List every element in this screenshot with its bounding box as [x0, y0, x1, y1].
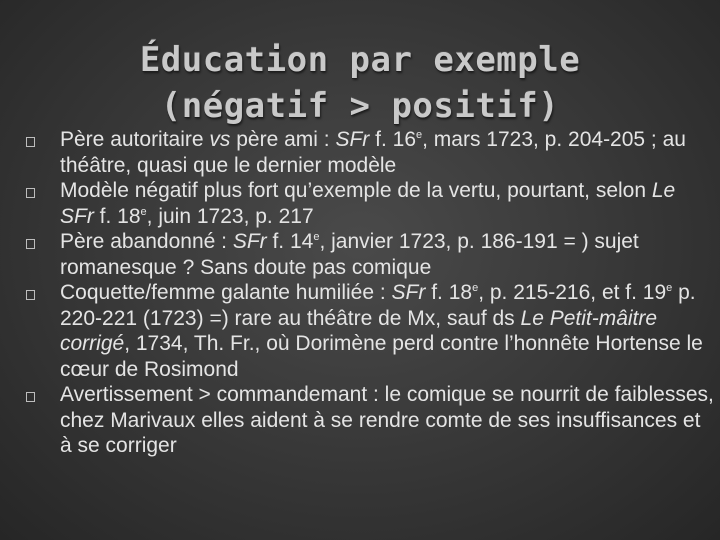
square-bullet-icon — [26, 239, 35, 249]
italic-text: SFr — [335, 128, 370, 151]
text-segment: père ami : — [230, 128, 336, 151]
bullet-item — [24, 127, 714, 178]
slide-title — [0, 37, 720, 129]
bullet-text — [60, 382, 714, 459]
text-segment: f. 16 — [369, 128, 416, 151]
slide-title-line-1: Éducation par exemple — [139, 39, 581, 80]
italic-text: Le SFr — [60, 179, 676, 228]
superscript-text: e — [416, 129, 423, 141]
bullet-item — [24, 382, 714, 459]
italic-text: vs — [209, 128, 231, 151]
text-segment: f. 18 — [425, 281, 473, 304]
text-segment: f. 18 — [93, 204, 141, 228]
text-segment: Modèle négatif plus fort qu’exemple de la vertu, pourtant, selon — [60, 179, 652, 202]
italic-text: SFr — [391, 281, 426, 304]
text-segment: p. 220-221 (1723) =) rare au théâtre de Mx, sauf ds — [60, 281, 696, 330]
bullet-text — [60, 127, 714, 178]
superscript-text: e — [140, 205, 147, 218]
slide-title-line-2: (négatif > positif) — [160, 85, 560, 126]
bullet-list — [24, 127, 714, 459]
square-bullet-icon — [26, 137, 35, 147]
italic-text: Le Petit-mâitre corrigé — [60, 306, 658, 355]
square-bullet-icon — [26, 392, 35, 402]
square-bullet-icon — [26, 188, 35, 198]
italic-text: SFr — [232, 230, 267, 253]
bullet-item — [24, 280, 714, 382]
text-segment: , mars 1723, p. 204-205 ; au théâtre, quasi que le dernier modèle — [60, 128, 686, 177]
superscript-text: e — [313, 231, 320, 243]
superscript-text: e — [472, 282, 479, 294]
text-segment: f. 14 — [266, 230, 314, 253]
text-segment: , p. 215-216, et f. 19 — [478, 281, 667, 304]
text-segment: Père abandonné : — [60, 230, 233, 253]
text-segment: Avertissement > commandemant : le comique se nourrit de faiblesses, chez Marivaux elles aident à se rendre comte de ses insuffisances et à se corriger — [60, 383, 714, 457]
text-segment: , juin 1723, p. 217 — [146, 204, 314, 228]
superscript-text: e — [666, 282, 673, 294]
text-segment: , janvier 1723, p. 186-191 = ) sujet romanesque ? Sans doute pas comique — [60, 230, 639, 279]
square-bullet-icon — [26, 290, 35, 300]
text-segment: Coquette/femme galante humiliée : — [60, 281, 392, 304]
text-segment: , 1734, Th. Fr., où Dorimène perd contre l’honnête Hortense le cœur de Rosimond — [60, 332, 703, 381]
bullet-text — [60, 178, 714, 229]
text-segment: Père autoritaire — [60, 128, 210, 151]
bullet-text — [60, 280, 714, 382]
bullet-text — [60, 229, 714, 280]
bullet-item — [24, 178, 714, 229]
bullet-item — [24, 229, 714, 280]
